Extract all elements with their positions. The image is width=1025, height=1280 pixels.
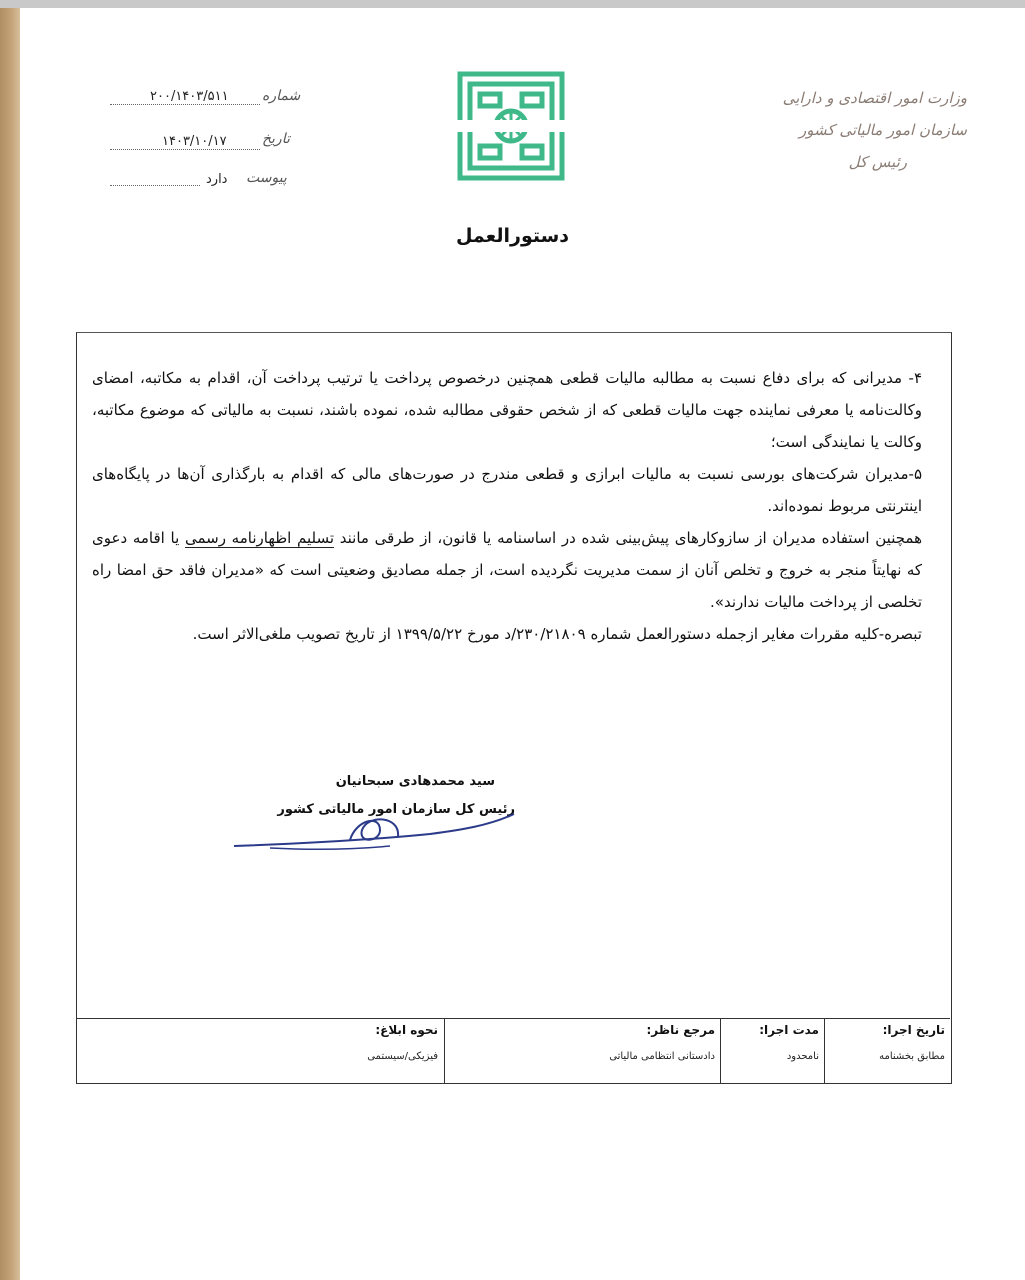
tax-organization-logo-icon [456,70,566,182]
date-label: تاریخ [262,131,290,147]
footer-duration-value: نامحدود [786,1051,819,1062]
number-dotted-line [110,104,260,105]
ministry-line-3: رئیس کل [848,153,907,171]
attachment-label: پیوست [246,170,287,186]
footer-table [76,1018,950,1083]
document-body [92,362,922,650]
footer-authority-value: دادستانی انتظامی مالیاتی [609,1051,715,1062]
footer-cell-duration [720,1019,825,1083]
ministry-header [747,82,967,178]
footer-duration-label: مدت اجرا: [759,1023,819,1037]
clause-4: ۴- مدیرانی که برای دفاع نسبت به مطالبه مالیات قطعی همچنین درخصوص پرداخت یا ترتیب پرداخت آن، اقدام به مکاتبه، امضای وکالت‌نامه یا معرفی نماینده جهت مالیات قطعی که از شخص حقوقی مطالبه شده، نموده باشند، نسبت به مالیاتی که موضوع مکاتبه، وکالت یا نمایندگی است؛ [92,369,922,451]
ministry-line-1: وزارت امور اقتصادی و دارایی [782,89,967,107]
footer-notify-value: فیزیکی/سیستمی [367,1051,438,1062]
date-dotted-line [110,149,260,150]
footer-cell-date [824,1019,951,1083]
paragraph-also [92,522,922,618]
footer-date-label: تاریخ اجرا: [882,1023,945,1037]
paragraph-text-1: همچنین استفاده مدیران از سازوکارهای پیش‌بینی شده در اساسنامه یا قانون، از طرقی مانند [334,529,923,547]
number-value: ۲۰۰/۱۴۰۳/۵۱۱ [150,89,229,104]
paragraph-underlined: تسلیم اظهارنامه رسمی [184,529,335,547]
attachment-dotted-line [110,185,200,186]
signer-name: سید محمدهادی سبحانیان [335,774,495,789]
footer-date-value: مطابق بخشنامه [879,1051,945,1062]
clause-5: ۵-مدیران شرکت‌های بورسی نسبت به مالیات ابرازی و قطعی مندرج در صورت‌های مالی که اقدام به بارگذاری آن‌ها در پایگاه‌های اینترنتی مربوط نموده‌اند. [92,465,922,515]
signer-position: رئیس کل سازمان امور مالیاتی کشور [277,802,515,817]
number-label: شماره [262,88,301,104]
footer-cell-notify [76,1019,444,1083]
date-value: ۱۴۰۳/۱۰/۱۷ [162,134,227,149]
top-bar [0,0,1025,8]
document-title: دستورالعمل [455,225,570,247]
note: تبصره-کلیه مقررات مغایر ازجمله دستورالعمل شماره ۲۳۰/۲۱۸۰۹/د مورخ ۱۳۹۹/۵/۲۲ از تاریخ تصویب ملغی‌الاثر است. [192,625,922,643]
paragraph-text-2: یا اقامه دعوی که نهایتاً منجر به خروج و تخلص آنان از سمت مدیریت نگردیده است، از جمله مصادیق وضعیتی است که «مدیران فاقد حق امضا راه تخلصی از پرداخت مالیات ندارند». [92,529,922,611]
ministry-line-2: سازمان امور مالیاتی کشور [799,121,967,139]
footer-notify-label: نحوه ابلاغ: [375,1023,438,1037]
footer-cell-authority [444,1019,721,1083]
desk-edge [0,8,20,1280]
footer-authority-label: مرجع ناظر: [646,1023,715,1037]
handwritten-signature [230,800,520,856]
attachment-value: دارد [206,172,228,187]
